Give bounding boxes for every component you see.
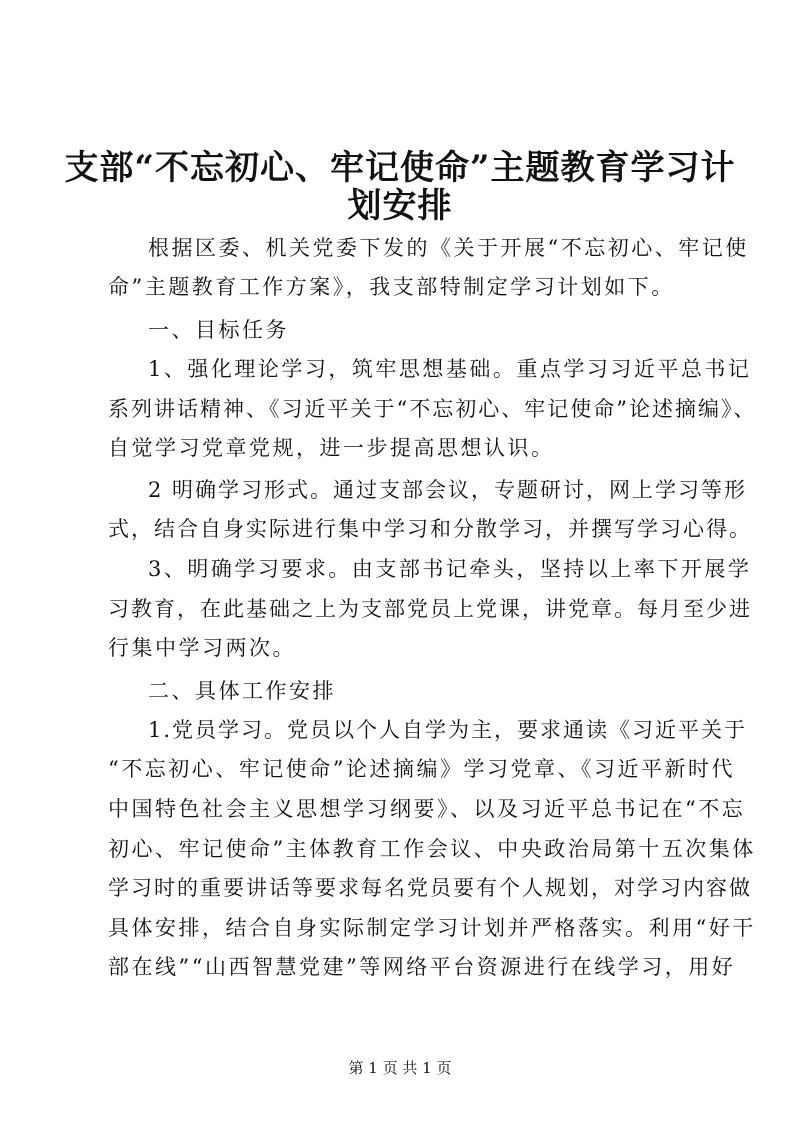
body-line: 1.党员学习。党员以个人自学为主，要求通读《习近平关于: [148, 718, 748, 742]
page-number-footer: 第 1 页 共 1 页: [348, 1059, 452, 1077]
body-line: 自觉学习党章党规，进一步提高思想认识。: [108, 436, 555, 460]
body-line: “不忘初心、牢记使命”论述摘编》学习党章、《习近平新时代: [108, 757, 735, 781]
section-heading: 一、目标任务: [148, 318, 289, 342]
body-line: 中国特色社会主义思想学习纲要》、以及习近平总书记在“不忘: [108, 797, 746, 821]
body-line: 2 明确学习形式。通过支部会议，专题研讨，网上学习等形: [148, 478, 748, 502]
body-line: 行集中学习两次。: [108, 636, 296, 660]
body-line: 3、明确学习要求。由支部书记牵头，坚持以上率下开展学: [148, 557, 752, 581]
body-line: 初心、牢记使命”主体教育工作会议、中央政治局第十五次集体: [108, 837, 756, 861]
document-title-line-1: 支部“不忘初心、牢记使命”主题教育学习计: [64, 148, 736, 188]
body-line: 根据区委、机关党委下发的《关于开展“不忘初心、牢记使: [148, 236, 749, 260]
body-line: 式，结合自身实际进行集中学习和分散学习，并撰写学习心得。: [108, 517, 752, 541]
section-heading: 二、具体工作安排: [148, 679, 336, 703]
body-line: 系列讲话精神、《习近平关于“不忘初心、牢记使命”论述摘编》、: [108, 397, 757, 421]
body-line: 学习时的重要讲话等要求每名党员要有个人规划，对学习内容做: [108, 876, 752, 900]
document-title-line-2: 划安排: [347, 186, 453, 226]
body-line: 习教育，在此基础之上为支部党员上党课，讲党章。每月至少进: [108, 597, 752, 621]
body-line: 命”主题教育工作方案》，我支部特制定学习计划如下。: [108, 275, 675, 299]
body-line: 部在线”“山西智慧党建”等网络平台资源进行在线学习，用好: [108, 955, 736, 979]
body-line: 具体安排，结合自身实际制定学习计划并严格落实。利用“好干: [108, 916, 756, 940]
body-line: 1、强化理论学习，筑牢思想基础。重点学习习近平总书记: [148, 357, 752, 381]
